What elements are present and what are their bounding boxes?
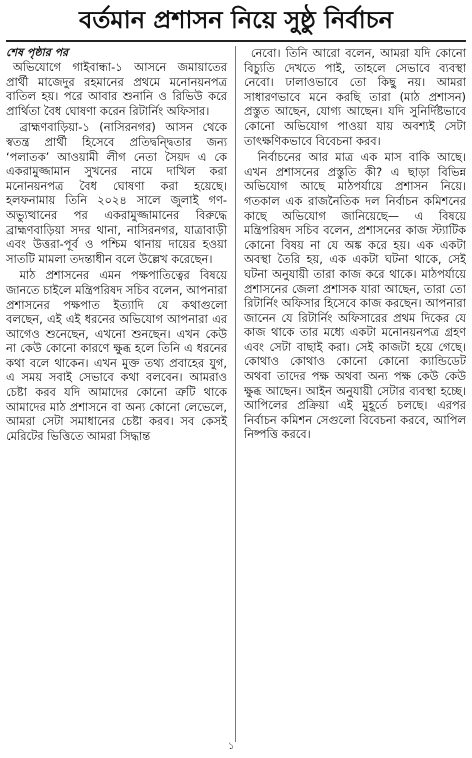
paragraph: অভিযোগে গাইবান্ধা-১ আসনে জমায়াতের প্রার্থী মাজেদুর রহমানের প্রথমে মনোনয়নপত্র বাতিল হয়। পরে আবার শুনানি ও রিভিউ করে প্রার্থিতা বৈধ ঘোষণা করেন রিটার্নিং অফিসার। xyxy=(6,60,227,118)
left-column xyxy=(6,46,236,742)
continued-label: শেষ পৃষ্ঠার পর xyxy=(6,46,69,59)
paragraph: মাঠ প্রশাসনের এমন পক্ষপাতিত্বের বিষয়ে জানতে চাইলে মন্ত্রিপরিষদ সচিব বলেন, আপনারা প্রশাসনের পক্ষপাত ইত্যাদি যে কথাগুলো বলছেন, এই এই ধরনের অভিযোগ আপনারা এর আগেও শুনেছেন, এখনো শুনছেন। এখন কেউ না কেউ কোনো কারণে ক্ষুব্ধ হলে তিনি এ ধরনের কথা বলে থাকেন। এখন মুক্ত তথ্য প্রবাহের যুগ, এ সময় সবাই সেভাবে কথা বলবেন। আমরাও চেষ্টা করব যদি আমাদের কোনো ত্রুটি থাকে আমাদের মাঠ প্রশাসনে বা অন্য কোনো লেভেলে, আমরা সেটা সমাধানের চেষ্টা করব। সব কেসই মেরিটের ভিত্তিতে আমরা সিদ্ধান্ত xyxy=(6,268,227,443)
headline: বর্তমান প্রশাসন নিয়ে সুষ্ঠু নির্বাচন xyxy=(79,6,393,34)
right-column xyxy=(236,46,466,742)
page-mark: ১ xyxy=(228,741,235,752)
paragraph: নেবো। তিনি আরো বলেন, আমরা যদি কোনো বিচ্যুতি দেখতে পাই, তাহলে সেভাবে ব্যবস্থা নেবো। ঢালাওভাবে তো কিছু নয়। আমরা সাধারণভাবে মনে করছি তারা (মাঠ প্রশাসন) প্রস্তুত আছেন, যোগ্য আছেন। যদি সুনির্দিষ্টভাবে কোনো অভিযোগ পাওয়া যায় অবশ্যই সেটা তাৎক্ষণিকভাবে বিবেচনা করব। xyxy=(244,46,466,148)
paragraph: ব্রাহ্মণবাড়িয়া-১ (নাসিরনগর) আসন থেকে স্বতন্ত্র প্রার্থী হিসেবে প্রতিদ্বন্দ্বিতার জন্য ‘পলাতক’ আওয়ামী লীগ নেতা সৈয়দ এ কে একরামুজ্জামান সুখনের নামে দাখিল করা মনোনয়নপত্র বৈধ ঘোষণা করা হয়েছে। হলফনামায় তিনি ২০২৪ সালে জুলাই গণ-অভ্যুত্থানের পর একরামুজ্জামানের বিরুদ্ধে ব্রাহ্মণবাড়িয়া সদর থানা, নাসিরনগর, যাত্রাবাড়ী এবং উত্তরা-পূর্ব ও পশ্চিম থানায় দায়ের হওয়া সাতটি মামলা তদন্তাধীন বলে উল্লেখ করেছেন। xyxy=(6,120,227,266)
paragraph: নির্বাচনের আর মাত্র এক মাস বাকি আছে। এখন প্রশাসনের প্রস্তুতি কী? এ ছাড়া বিভিন্ন অভিযোগ আছে মাঠপর্যায়ে প্রশাসন নিয়ে। গতকাল এক রাজনৈতিক দল নির্বাচন কমিশনের কাছে অভিযোগ জানিয়েছে— এ বিষয়ে মন্ত্রিপরিষদ সচিব বলেন, প্রশাসনের কাজ স্ট্যাটিক কোনো বিষয় না যে অঙ্ক করে হয়। এক একটা অবস্থা তৈরি হয়, এক একটা ঘটনা থাকে, সেই ঘটনা অনুযায়ী তারা কাজ করে থাকে। মাঠপর্যায়ে প্রশাসনের জেলা প্রশাসক যারা আছেন, তারা তো রিটার্নিং অফিসার হিসেবে কাজ করছেন। আপনারা জানেন যে রিটার্নিং অফিসারের প্রথম দিকের যে কাজ থাকে তার মধ্যে একটা মনোনয়নপত্র গ্রহণ এবং সেটা বাছাই করা। সেই কাজটা হয়ে গেছে। কোথাও কোথাও কোনো কোনো ক্যান্ডিডেট অথবা তাদের পক্ষ অথবা অন্য পক্ষ কেউ কেউ ক্ষুব্ধ আছেন। আইন অনুযায়ী সেটার ব্যবস্থা হচ্ছে। আপিলের প্রক্রিয়া এই মুহূর্তে চলছে। এরপর নির্বাচন কমিশন সেগুলো বিবেচনা করবে, আপিল নিষ্পত্তি করবে। xyxy=(244,150,466,442)
article-body xyxy=(6,46,466,742)
headline-rule xyxy=(6,40,466,42)
